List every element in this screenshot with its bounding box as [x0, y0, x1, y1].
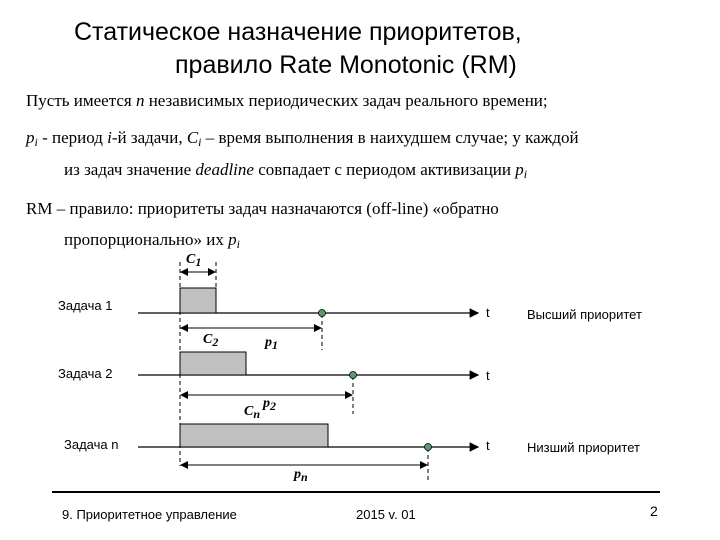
paragraph-5: пропорционально» их $p_i$ [64, 230, 240, 251]
label-p2: p2 [263, 396, 276, 413]
footer-section-title: 9. Приоритетное управление [62, 507, 237, 522]
axis-t-label-n: t [486, 438, 490, 453]
label-c1: C1 [186, 252, 202, 269]
label-highest-priority: Высший приоритет [527, 307, 642, 322]
title-line-2: правило Rate Monotonic (RM) [175, 51, 517, 79]
exec-bar-task-1 [180, 288, 216, 313]
deadline-dot-task-1 [319, 310, 326, 317]
label-c2: C2 [203, 332, 219, 349]
footer-page-number: 2 [650, 503, 658, 519]
label-task-2: Задача 2 [58, 366, 113, 381]
deadline-dot-task-n [425, 444, 432, 451]
paragraph-2: $p_i$ - период i-й задачи, $C_i$ – время выполнения в наихудшем случае; у каждой [26, 128, 579, 149]
deadline-dot-task-2 [350, 372, 357, 379]
label-cn: Cn [244, 404, 261, 421]
title-line-1: Статическое назначение приоритетов, [74, 18, 522, 46]
axis-t-label-1: t [486, 305, 490, 320]
paragraph-3: из задач значение deadline совпадает с периодом активизации $p_i$ [64, 160, 528, 181]
label-lowest-priority: Низший приоритет [527, 440, 640, 455]
axis-t-label-2: t [486, 368, 490, 383]
label-task-1: Задача 1 [58, 298, 113, 313]
paragraph-1: Пусть имеется n независимых периодических задач реального времени; [26, 91, 548, 110]
paragraph-4: RM – правило: приоритеты задач назначаются (off-line) «обратно [26, 199, 499, 218]
label-task-n: Задача n [64, 437, 119, 452]
exec-bar-task-2 [180, 352, 246, 375]
exec-bar-task-n [180, 424, 328, 447]
footer-version: 2015 v. 01 [356, 507, 416, 522]
label-p1: p1 [265, 335, 278, 352]
label-pn: pn [294, 467, 308, 484]
